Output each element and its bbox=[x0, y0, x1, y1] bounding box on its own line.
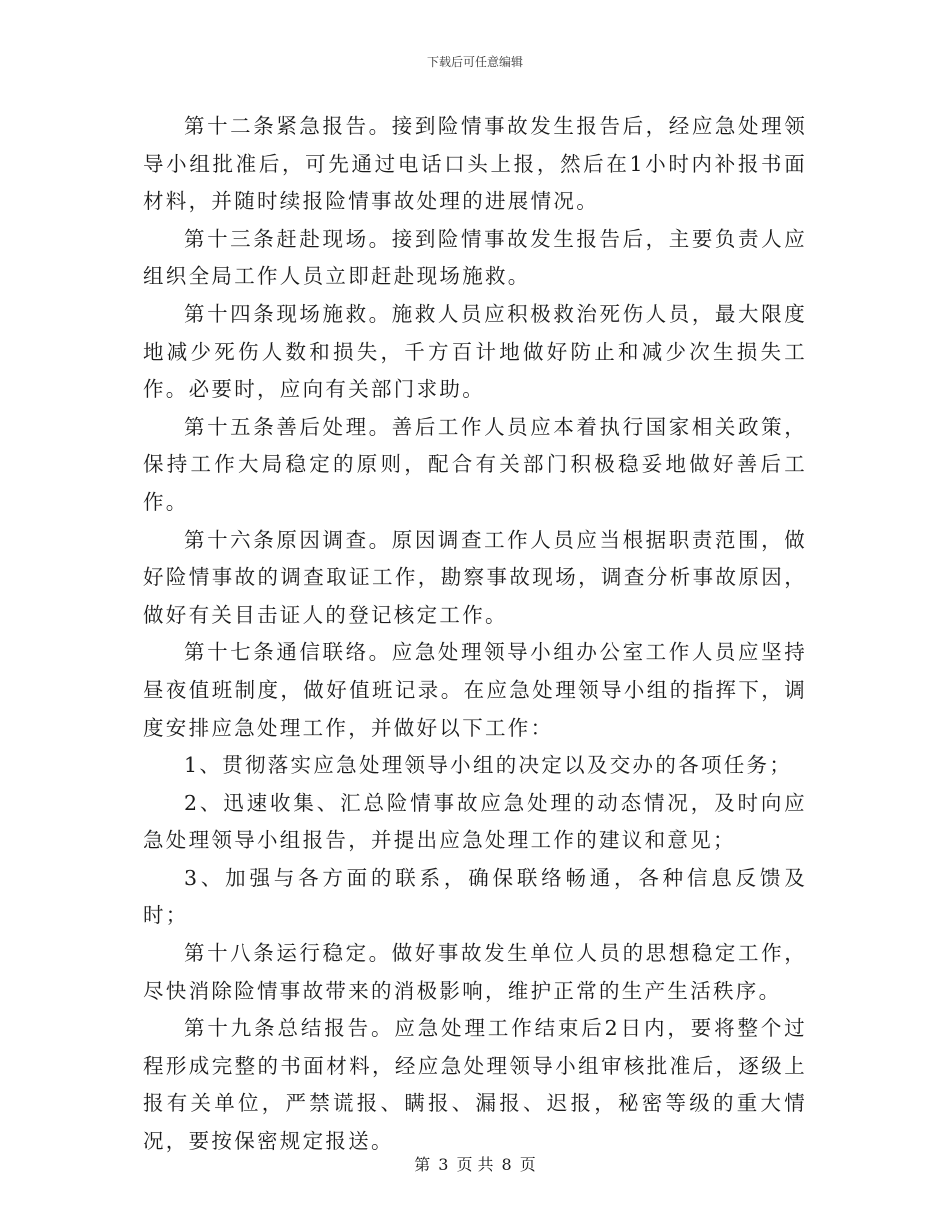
article-14-paragraph: 第十四条现场施救。施救人员应积极救治死伤人员，最大限度地减少死伤人数和损失，千方百计地做好防止和减少次生损失工作。必要时，应向有关部门求助。 bbox=[143, 301, 807, 402]
total-pages-number: 8 bbox=[501, 1155, 512, 1174]
article-17-paragraph: 第十七条通信联络。应急处理领导小组办公室工作人员应坚持昼夜值班制度，做好值班记录。在应急处理领导小组的指挥下，调度安排应急处理工作，并做好以下工作： bbox=[143, 640, 807, 740]
list-item-1: 1、贯彻落实应急处理领导小组的决定以及交办的各项任务； bbox=[184, 753, 793, 778]
page-footer bbox=[0, 1154, 950, 1176]
footer-suffix: 页 bbox=[519, 1155, 536, 1174]
article-13-paragraph: 第十三条赶赴现场。接到险情事故发生报告后，主要负责人应组织全局工作人员立即赶赴现场施救。 bbox=[143, 226, 807, 289]
article-15-paragraph: 第十五条善后处理。善后工作人员应本着执行国家相关政策，保持工作大局稳定的原则，配合有关部门积极稳妥地做好善后工作。 bbox=[143, 414, 807, 514]
article-12-paragraph: 第十二条紧急报告。接到险情事故发生报告后，经应急处理领导小组批准后，可先通过电话口头上报，然后在1小时内补报书面材料，并随时续报险情事故处理的进展情况。 bbox=[143, 114, 807, 214]
page-header: 下载后可任意编辑 bbox=[426, 55, 523, 69]
footer-middle: 页 共 bbox=[456, 1155, 494, 1174]
current-page-number: 3 bbox=[438, 1155, 449, 1174]
list-item-2: 2、迅速收集、汇总险情事故应急处理的动态情况，及时向应急处理领导小组报告，并提出应急处理工作的建议和意见； bbox=[143, 790, 807, 853]
footer-prefix: 第 bbox=[414, 1155, 431, 1174]
list-item-3: 3、加强与各方面的联系，确保联络畅通，各种信息反馈及时； bbox=[143, 865, 807, 928]
article-16-paragraph: 第十六条原因调查。原因调查工作人员应当根据职责范围，做好险情事故的调查取证工作，勘察事故现场，调查分析事故原因，做好有关目击证人的登记核定工作。 bbox=[143, 527, 807, 627]
document-body bbox=[143, 108, 807, 1161]
article-18-paragraph: 第十八条运行稳定。做好事故发生单位人员的思想稳定工作，尽快消除险情事故带来的消极影响，维护正常的生产生活秩序。 bbox=[143, 941, 807, 1003]
article-19-paragraph: 第十九条总结报告。应急处理工作结束后2日内，要将整个过程形成完整的书面材料，经应急处理领导小组审核批准后，逐级上报有关单位，严禁谎报、瞒报、漏报、迟报，秘密等级的重大情况，要按保密规定报送。 bbox=[143, 1016, 807, 1154]
